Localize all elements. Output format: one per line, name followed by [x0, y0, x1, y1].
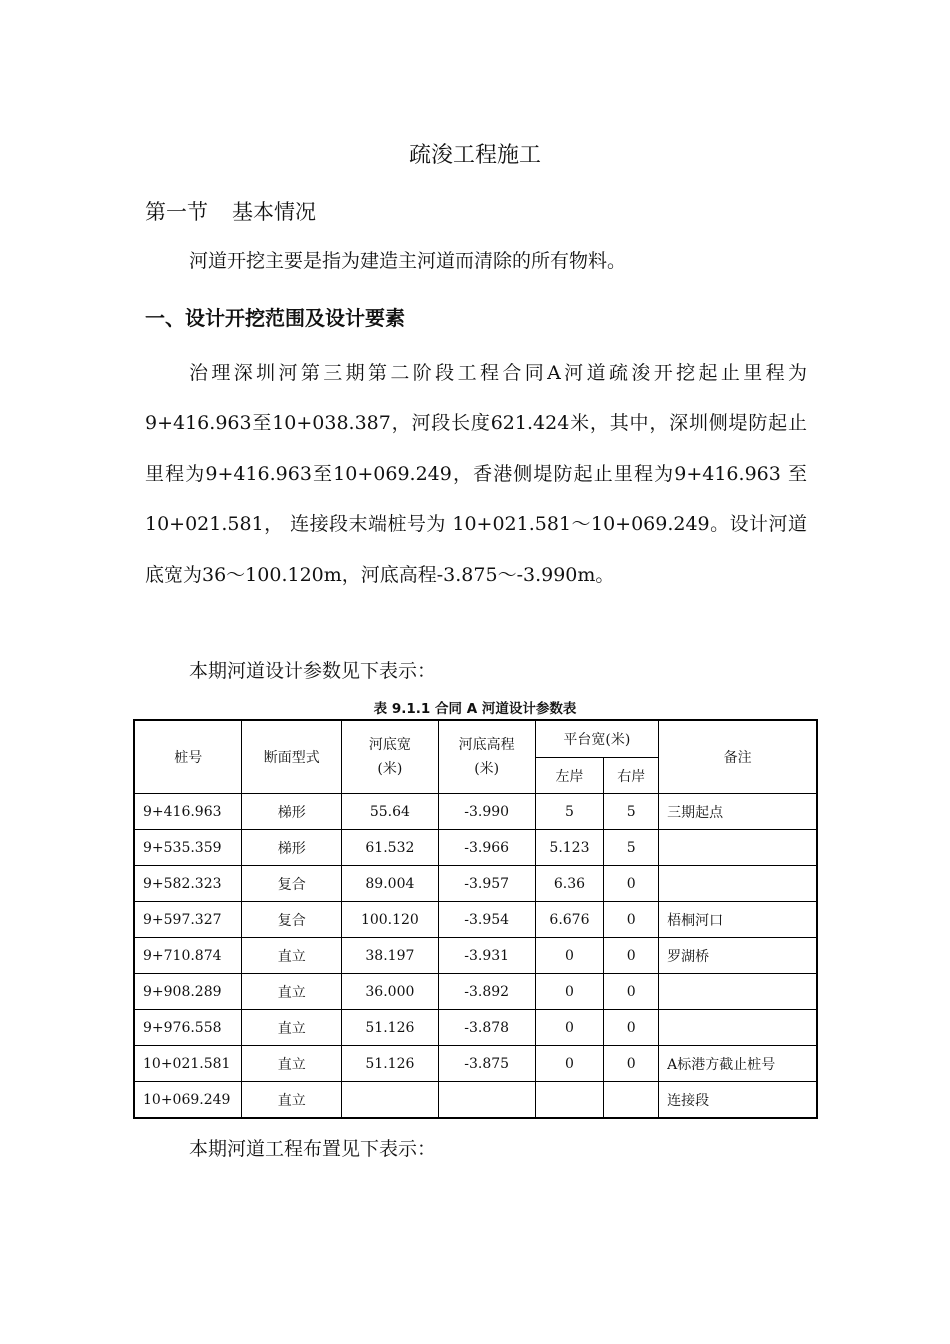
cell-section-type: 梯形	[242, 830, 342, 866]
cell-bed-elevation: -3.957	[438, 866, 535, 902]
cell-right-bank: 0	[604, 866, 659, 902]
cell-remarks	[659, 974, 817, 1010]
cell-station: 9+597.327	[134, 902, 242, 938]
cell-bed-width: 51.126	[342, 1046, 439, 1082]
cell-left-bank: 5.123	[535, 830, 604, 866]
table-row	[134, 1010, 817, 1046]
cell-station: 10+021.581	[134, 1046, 242, 1082]
header-bed-width: 河底宽 (米)	[342, 720, 439, 794]
cell-bed-elevation: -3.966	[438, 830, 535, 866]
header-station: 桩号	[134, 720, 242, 794]
section-number: 第一节	[145, 200, 208, 224]
table-row	[134, 938, 817, 974]
header-left-bank: 左岸	[535, 758, 604, 794]
table-caption: 表 9.1.1 合同 A 河道设计参数表	[373, 701, 577, 717]
cell-left-bank: 5	[535, 794, 604, 830]
cell-station: 9+582.323	[134, 866, 242, 902]
cell-bed-elevation: -3.875	[438, 1046, 535, 1082]
cell-left-bank	[535, 1082, 604, 1119]
cell-right-bank: 0	[604, 1010, 659, 1046]
cell-bed-width: 51.126	[342, 1010, 439, 1046]
cell-section-type: 直立	[242, 1046, 342, 1082]
document-title: 疏浚工程施工	[408, 143, 541, 168]
cell-remarks: 三期起点	[659, 794, 817, 830]
table-row	[134, 974, 817, 1010]
cell-station: 9+976.558	[134, 1010, 242, 1046]
cell-station: 9+535.359	[134, 830, 242, 866]
cell-left-bank: 6.36	[535, 866, 604, 902]
header-bed-elevation: 河底高程 (米)	[438, 720, 535, 794]
cell-remarks: 连接段	[659, 1082, 817, 1119]
cell-left-bank: 0	[535, 938, 604, 974]
table-row	[134, 866, 817, 902]
table-row	[134, 1082, 817, 1119]
layout-note: 本期河道工程布置见下表示：	[189, 1138, 437, 1160]
section-heading	[145, 196, 316, 226]
cell-right-bank: 5	[604, 794, 659, 830]
cell-right-bank: 0	[604, 1046, 659, 1082]
cell-bed-width: 38.197	[342, 938, 439, 974]
table-intro-note: 本期河道设计参数见下表示：	[189, 660, 437, 682]
section-title: 基本情况	[232, 200, 316, 224]
cell-bed-width: 100.120	[342, 902, 439, 938]
cell-bed-elevation: -3.878	[438, 1010, 535, 1046]
cell-bed-elevation: -3.990	[438, 794, 535, 830]
cell-station: 9+908.289	[134, 974, 242, 1010]
table-row	[134, 902, 817, 938]
header-remarks: 备注	[659, 720, 817, 794]
cell-remarks	[659, 866, 817, 902]
header-right-bank: 右岸	[604, 758, 659, 794]
table-row	[134, 830, 817, 866]
cell-station: 10+069.249	[134, 1082, 242, 1119]
header-section-type: 断面型式	[242, 720, 342, 794]
design-parameter-table	[133, 719, 818, 1119]
cell-bed-elevation: -3.892	[438, 974, 535, 1010]
cell-remarks	[659, 1010, 817, 1046]
cell-bed-elevation	[438, 1082, 535, 1119]
cell-bed-width	[342, 1082, 439, 1119]
cell-remarks: 罗湖桥	[659, 938, 817, 974]
cell-section-type: 复合	[242, 866, 342, 902]
cell-right-bank: 0	[604, 902, 659, 938]
cell-section-type: 梯形	[242, 794, 342, 830]
header-platform-width: 平台宽(米)	[535, 720, 659, 758]
table-row	[134, 794, 817, 830]
cell-bed-width: 36.000	[342, 974, 439, 1010]
cell-bed-elevation: -3.954	[438, 902, 535, 938]
subheading: 一、设计开挖范围及设计要素	[145, 306, 405, 330]
table-row	[134, 1046, 817, 1082]
cell-remarks: 梧桐河口	[659, 902, 817, 938]
cell-section-type: 直立	[242, 1082, 342, 1119]
cell-left-bank: 0	[535, 1010, 604, 1046]
cell-bed-width: 89.004	[342, 866, 439, 902]
cell-station: 9+416.963	[134, 794, 242, 830]
body-paragraph: 治理深圳河第三期第二阶段工程合同A河道疏浚开挖起止里程为9+416.963至10+038.387，河段长度621.424米，其中，深圳侧堤防起止里程为9+416.963至10+069.249，香港侧堤防起止里程为9+416.963 至 10+021.581， 连接段末端桩号为 10+021.581～10+069.249。设计河道底宽为36～100.120m，河底高程-3.875～-3.990m。	[145, 362, 807, 586]
intro-paragraph: 河道开挖主要是指为建造主河道而清除的所有物料。	[189, 250, 627, 272]
cell-right-bank	[604, 1082, 659, 1119]
cell-remarks	[659, 830, 817, 866]
cell-station: 9+710.874	[134, 938, 242, 974]
cell-right-bank: 0	[604, 974, 659, 1010]
cell-remarks: A标港方截止桩号	[659, 1046, 817, 1082]
cell-left-bank: 6.676	[535, 902, 604, 938]
cell-section-type: 直立	[242, 1010, 342, 1046]
cell-right-bank: 0	[604, 938, 659, 974]
cell-bed-elevation: -3.931	[438, 938, 535, 974]
cell-section-type: 复合	[242, 902, 342, 938]
cell-section-type: 直立	[242, 938, 342, 974]
cell-bed-width: 55.64	[342, 794, 439, 830]
cell-left-bank: 0	[535, 974, 604, 1010]
cell-bed-width: 61.532	[342, 830, 439, 866]
cell-section-type: 直立	[242, 974, 342, 1010]
cell-right-bank: 5	[604, 830, 659, 866]
cell-left-bank: 0	[535, 1046, 604, 1082]
